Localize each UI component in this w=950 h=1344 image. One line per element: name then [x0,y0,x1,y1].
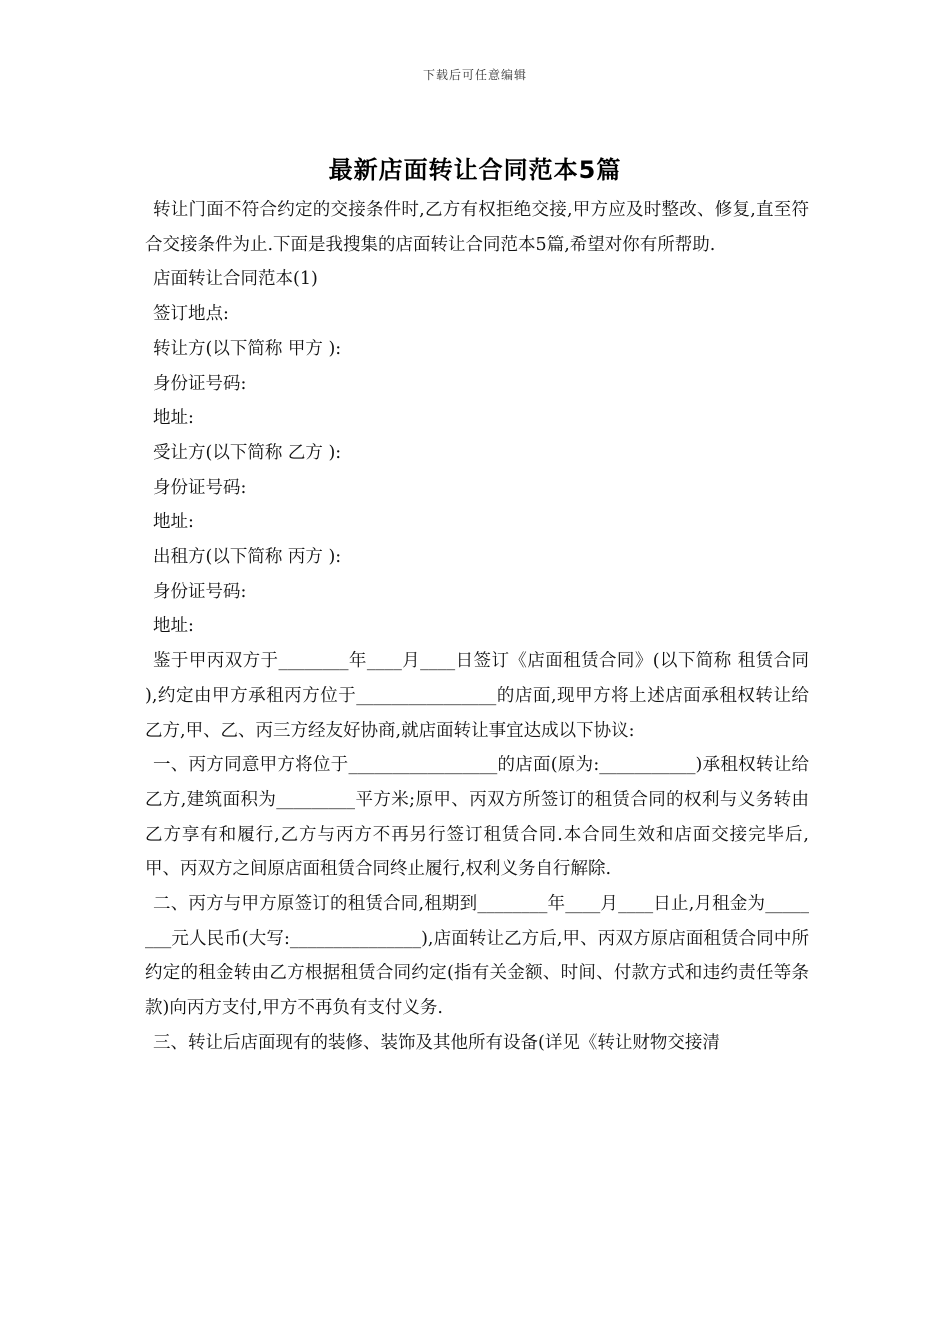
header-note: 下载后可任意编辑 [422,68,527,82]
document-title: 最新店面转让合同范本5篇 [328,156,622,184]
intro-paragraph: 转让门面不符合约定的交接条件时,乙方有权拒绝交接,甲方应及时整改、修复,直至符合交接条件为止.下面是我搜集的店面转让合同范本5篇,希望对你有所帮助. [145,200,809,255]
lessor-line: 出租方(以下简称 丙方 ): [153,547,342,568]
preamble-paragraph: 鉴于甲丙双方于________年____月____日签订《店面租赁合同》(以下简称 租赁合同 ),约定由甲方承租丙方位于________________的店面,现甲方将上述店面承租权转让给乙方,甲、乙、丙三方经友好协商,就店面转让事宜达成以下协议: [145,651,809,741]
transferor-line: 转让方(以下简称 甲方 ): [153,338,342,359]
transferee-address-line: 地址: [153,512,194,533]
transferor-id-line: 身份证号码: [153,373,247,394]
transferee-line: 受让方(以下简称 乙方 ): [153,442,342,463]
lessor-address-line: 地址: [153,616,194,637]
clause-2: 二、丙方与甲方原签订的租赁合同,租期到________年____月____日止,月租金为________元人民币(大写:_______________),店面转让乙方后,甲、丙双方原店面租赁合同中所约定的租金转由乙方根据租赁合同约定(指有关金额、时间、付款方式和违约责任等条款)向丙方支付,甲方不再负有支付义务. [145,894,809,1019]
clause-3: 三、转让后店面现有的装修、装饰及其他所有设备(详见《转让财物交接清 [153,1032,720,1053]
clause-1: 一、丙方同意甲方将位于_________________的店面(原为:___________)承租权转让给乙方,建筑面积为_________平方米;原甲、丙双方所签订的租赁合同的权利与义务转由乙方享有和履行,乙方与丙方不再另行签订租赁合同.本合同生效和店面交接完毕后,甲、丙双方之间原店面租赁合同终止履行,权利义务自行解除. [145,755,809,880]
contract-heading: 店面转让合同范本(1) [153,269,318,290]
transferee-id-line: 身份证号码: [153,477,247,498]
lessor-id-line: 身份证号码: [153,581,247,602]
transferor-address-line: 地址: [153,408,194,429]
document-body [145,193,809,1061]
signing-location-line: 签订地点: [153,304,229,325]
